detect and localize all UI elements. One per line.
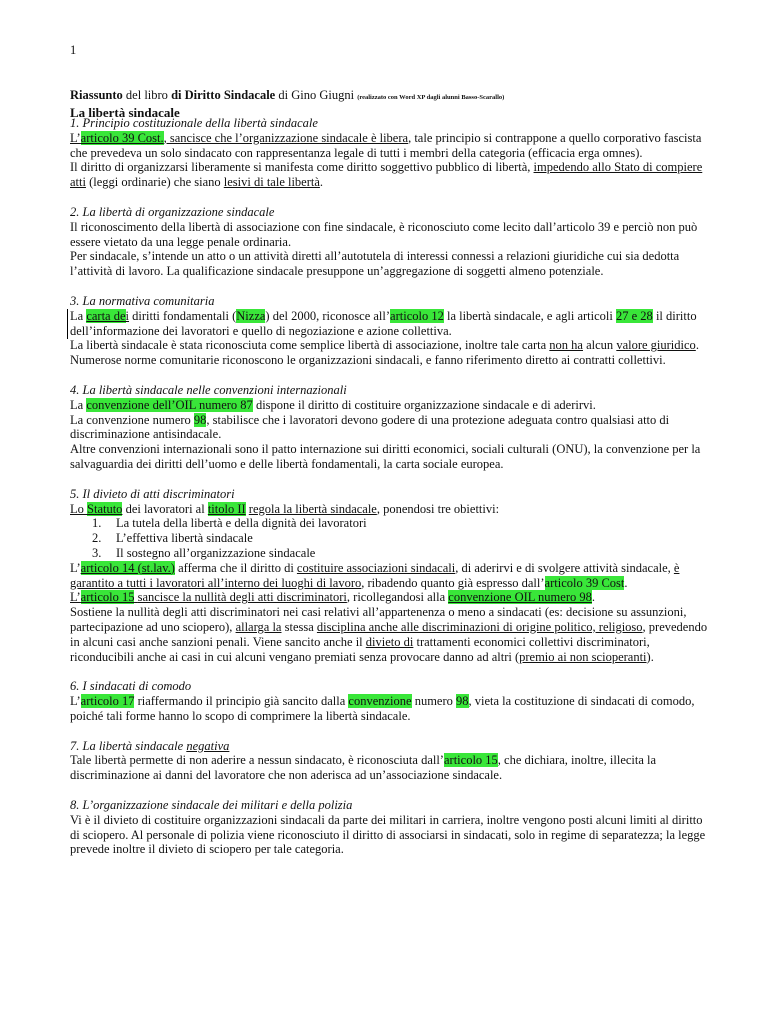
section-heading: 2. La libertà di organizzazione sindacale bbox=[70, 204, 275, 219]
header-text: del libro bbox=[122, 88, 172, 102]
objectives-list bbox=[70, 516, 710, 560]
text-run: , che dichiara, inoltre, illecita la discriminazione ai danni del lavoratore che non aderisca ad un’associazione sindacale. bbox=[70, 753, 657, 783]
revision-bar bbox=[67, 309, 68, 339]
underlined-text: valore giuridico bbox=[616, 338, 696, 353]
text-run: , ribadendo quanto già espresso dall’ bbox=[361, 575, 545, 590]
section-6 bbox=[70, 679, 710, 723]
highlight: 98 bbox=[456, 694, 469, 709]
text-run: (leggi ordinarie) che siano bbox=[85, 175, 224, 190]
paragraph bbox=[70, 338, 710, 353]
document-title: La libertà sindacale bbox=[70, 105, 180, 120]
text-run: . bbox=[319, 175, 324, 190]
underlined-text bbox=[70, 590, 347, 604]
text-run: trattamenti economici collettivi discriminatori, riconducibili anche ai casi in cui alcuni vengano premiati senza provocare danno ad altri ( bbox=[70, 634, 650, 664]
header-line bbox=[70, 88, 708, 105]
highlight: articolo 15 bbox=[80, 590, 135, 605]
paragraph bbox=[70, 590, 710, 605]
highlight: Nizza bbox=[236, 308, 266, 323]
paragraph bbox=[70, 561, 710, 591]
text-run: , tale principio si contrappone a quello corporativo fascista che prevedeva un solo sindacato con rappresentanza legale di tutti i membri della categoria (efficacia erga omnes). bbox=[70, 130, 702, 160]
text-run: ). bbox=[646, 649, 654, 664]
highlight: articolo 39 Cost. bbox=[80, 130, 164, 145]
highlight: convenzione bbox=[348, 694, 412, 709]
underlined-text: regola la libertà sindacale bbox=[248, 501, 377, 516]
paragraph bbox=[70, 694, 710, 724]
highlight: titolo II bbox=[207, 501, 246, 516]
text-run: . bbox=[695, 338, 699, 353]
text-run: , ponendosi tre obiettivi: bbox=[376, 501, 500, 516]
section-heading: 3. La normativa comunitaria bbox=[70, 293, 215, 308]
underlined-text: costituire associazioni sindacali bbox=[296, 560, 456, 575]
text-run: L’ bbox=[70, 694, 81, 709]
underlined-text: divieto di bbox=[365, 634, 414, 649]
header-book-title: di Diritto Sindacale bbox=[171, 88, 276, 102]
text-run: La convenzione numero bbox=[70, 412, 194, 427]
highlight: articolo 17 bbox=[80, 694, 135, 709]
underlined-text bbox=[86, 309, 129, 323]
page-number: 1 bbox=[70, 43, 77, 57]
list-item bbox=[92, 545, 710, 561]
list-item-text: L’effettiva libertà sindacale bbox=[116, 531, 253, 546]
section-heading: 6. I sindacati di comodo bbox=[70, 679, 192, 694]
text-run: . bbox=[624, 575, 628, 590]
text-run: , vieta la costituzione di sindacati di comodo, poiché tali forme hanno lo scopo di comprimere la libertà sindacale. bbox=[70, 694, 695, 723]
underlined-text: è garantito a tutti i lavoratori all’interno dei luoghi di lavoro bbox=[70, 560, 680, 590]
section-5 bbox=[70, 487, 710, 665]
underlined-text bbox=[70, 131, 408, 145]
paragraph bbox=[70, 398, 710, 413]
text-run: afferma che il diritto di bbox=[174, 560, 297, 575]
paragraph: Altre convenzioni internazionali sono il patto internazione sui diritti economici, sociali culturali (ONU), la convenzione per la salvaguardia dei diritti dell’uomo e delle libertà fondamentali, la carta sociale europea. bbox=[70, 442, 701, 471]
paragraph bbox=[70, 413, 710, 443]
list-number: 1. bbox=[92, 516, 102, 531]
section-heading bbox=[70, 739, 710, 754]
section-2 bbox=[70, 205, 710, 279]
highlight: convenzione dell’OIL numero 87 bbox=[86, 397, 253, 412]
highlight: convenzione OIL numero 98 bbox=[448, 590, 592, 605]
section-7 bbox=[70, 739, 710, 783]
list-number: 3. bbox=[92, 545, 102, 560]
header-credits: (realizzato con Word XP dagli alunni Basso-Scarallo) bbox=[357, 94, 505, 101]
section-3 bbox=[70, 294, 710, 368]
text-run: dei lavoratori al bbox=[122, 501, 208, 516]
section-heading: 5. Il divieto di atti discriminatori bbox=[70, 486, 235, 501]
paragraph bbox=[70, 309, 710, 339]
underlined-text: allarga la bbox=[235, 619, 282, 634]
highlight: 98 bbox=[193, 412, 207, 427]
text-run: . bbox=[591, 590, 595, 605]
highlight: Statuto bbox=[87, 501, 123, 516]
text-run: i bbox=[125, 308, 129, 323]
text-run: La bbox=[70, 397, 87, 412]
paragraph bbox=[70, 160, 710, 190]
highlight: articolo 12 bbox=[390, 308, 444, 323]
text-run: , stabilisce che i lavoratori devono godere di una protezione adeguata contro qualsiasi atto di discriminazione antisindacale. bbox=[70, 412, 670, 442]
paragraph: Per sindacale, s’intende un atto o un attività diretti all’autotutela di interessi connessi a relazioni giuridiche cui sia dedotta l’attività di lavoro. La qualificazione sindacale presuppone un’aggregazione di soggetti almeno potenziale. bbox=[70, 249, 680, 279]
paragraph: Vi è il divieto di costituire organizzazioni sindacali da parte dei militari in carriera, inoltre vengono posti alcuni limiti al diritto di sciopero. Al personale di polizia viene riconosciuto il diritto di associarsi in sindacati, solo in regime di separatezza; la legge prevede inoltre il divieto di sciopero per tale categoria. bbox=[70, 812, 706, 857]
text-run: dispone il diritto di costituire organizzazione sindacale e di aderirvi. bbox=[252, 397, 596, 412]
underlined-text: negativa bbox=[186, 738, 230, 753]
section-heading: 4. La libertà sindacale nelle convenzioni internazionali bbox=[70, 382, 347, 397]
underlined-text: impedendo allo Stato di compiere atti bbox=[70, 160, 703, 190]
text-run: alcun bbox=[582, 338, 617, 353]
list-item-text: La tutela della libertà e della dignità dei lavoratori bbox=[116, 516, 367, 531]
text-run: , prevedendo in alcuni casi anche sanzioni penali. Viene sancito anche il bbox=[70, 619, 708, 649]
highlight: articolo 39 Cost bbox=[544, 575, 625, 590]
highlight: articolo 14 (st.lav.) bbox=[80, 560, 175, 575]
text-run: , ricollegandosi alla bbox=[346, 590, 449, 605]
text-run: L’ bbox=[70, 590, 81, 605]
text-run: Sostiene la nullità degli atti discriminatori nei casi relativi all’appartenenza o meno a sindacati (es: decisione su assunzioni, partecipazione ad uno sciopero), bbox=[70, 605, 687, 634]
underlined-text: non ha bbox=[549, 338, 583, 353]
paragraph bbox=[70, 131, 710, 161]
text-run: riaffermando il principio già sancito dalla bbox=[134, 694, 349, 709]
highlight: carta de bbox=[86, 308, 126, 323]
paragraph: Numerose norme comunitarie riconoscono le organizzazioni sindacali, e fanno riferimento diretto ai contratti collettivi. bbox=[70, 353, 666, 368]
paragraph bbox=[70, 502, 710, 517]
text-run: Tale libertà permette di non aderire a nessun sindacato, è riconosciuta dall’ bbox=[70, 753, 444, 768]
list-number: 2. bbox=[92, 531, 102, 546]
underlined-text: disciplina anche alle discriminazioni di origine politico, religioso bbox=[316, 619, 643, 634]
list-item bbox=[92, 531, 710, 546]
paragraph: Il riconoscimento della libertà di associazione con fine sindacale, è riconosciuto come lecito dall’articolo 39 e perciò non può essere vietato da una legge penale ordinaria. bbox=[70, 219, 698, 249]
text-run: 7. La libertà sindacale bbox=[70, 738, 187, 753]
text-run: stessa bbox=[281, 619, 317, 634]
paragraph bbox=[70, 753, 710, 783]
list-item bbox=[92, 516, 710, 531]
underlined-text: premio ai non scioperanti bbox=[519, 649, 647, 664]
text-run: numero bbox=[411, 694, 457, 709]
text-run: La libertà sindacale è stata riconosciuta come semplice libertà di associazione, inoltre tale carta bbox=[70, 338, 550, 353]
header-author: di Gino Giugni bbox=[275, 88, 358, 102]
document-body bbox=[70, 116, 710, 872]
text-run: ) del 2000, riconosce all’ bbox=[265, 308, 391, 323]
text-run: La bbox=[70, 308, 87, 323]
underlined-text: Lo bbox=[70, 501, 88, 516]
highlight: articolo 15 bbox=[443, 753, 498, 768]
text-run: , di aderirvi e di svolgere attività sindacale, bbox=[455, 560, 674, 575]
highlight: 27 e 28 bbox=[616, 308, 653, 323]
text-run: il diritto dell’informazione dei lavoratori e quello di negoziazione e azione collettiva. bbox=[70, 308, 697, 338]
text-run: L’ bbox=[70, 560, 81, 575]
section-8 bbox=[70, 798, 710, 857]
section-heading: 8. L’organizzazione sindacale dei militari e della polizia bbox=[70, 798, 353, 813]
list-item-text: Il sostegno all’organizzazione sindacale bbox=[116, 545, 316, 560]
text-run: Il diritto di organizzarsi liberamente si manifesta come diritto soggettivo pubblico di libertà, bbox=[70, 160, 534, 175]
header-riassunto: Riassunto bbox=[70, 88, 123, 102]
text-run: , sancisce che l’organizzazione sindacale è libera bbox=[163, 130, 409, 145]
text-run: diritti fondamentali ( bbox=[129, 308, 237, 323]
text-run: la libertà sindacale, e agli articoli bbox=[443, 308, 616, 323]
section-4 bbox=[70, 383, 710, 472]
text-run: sancisce la nullità degli atti discriminatori bbox=[137, 590, 347, 605]
paragraph bbox=[70, 605, 710, 664]
section-heading: 1. Principio costituzionale della libertà sindacale bbox=[70, 116, 318, 130]
underlined-text: lesivi di tale libertà bbox=[223, 175, 320, 190]
section-1 bbox=[70, 116, 710, 190]
text-run: L’ bbox=[70, 130, 81, 145]
